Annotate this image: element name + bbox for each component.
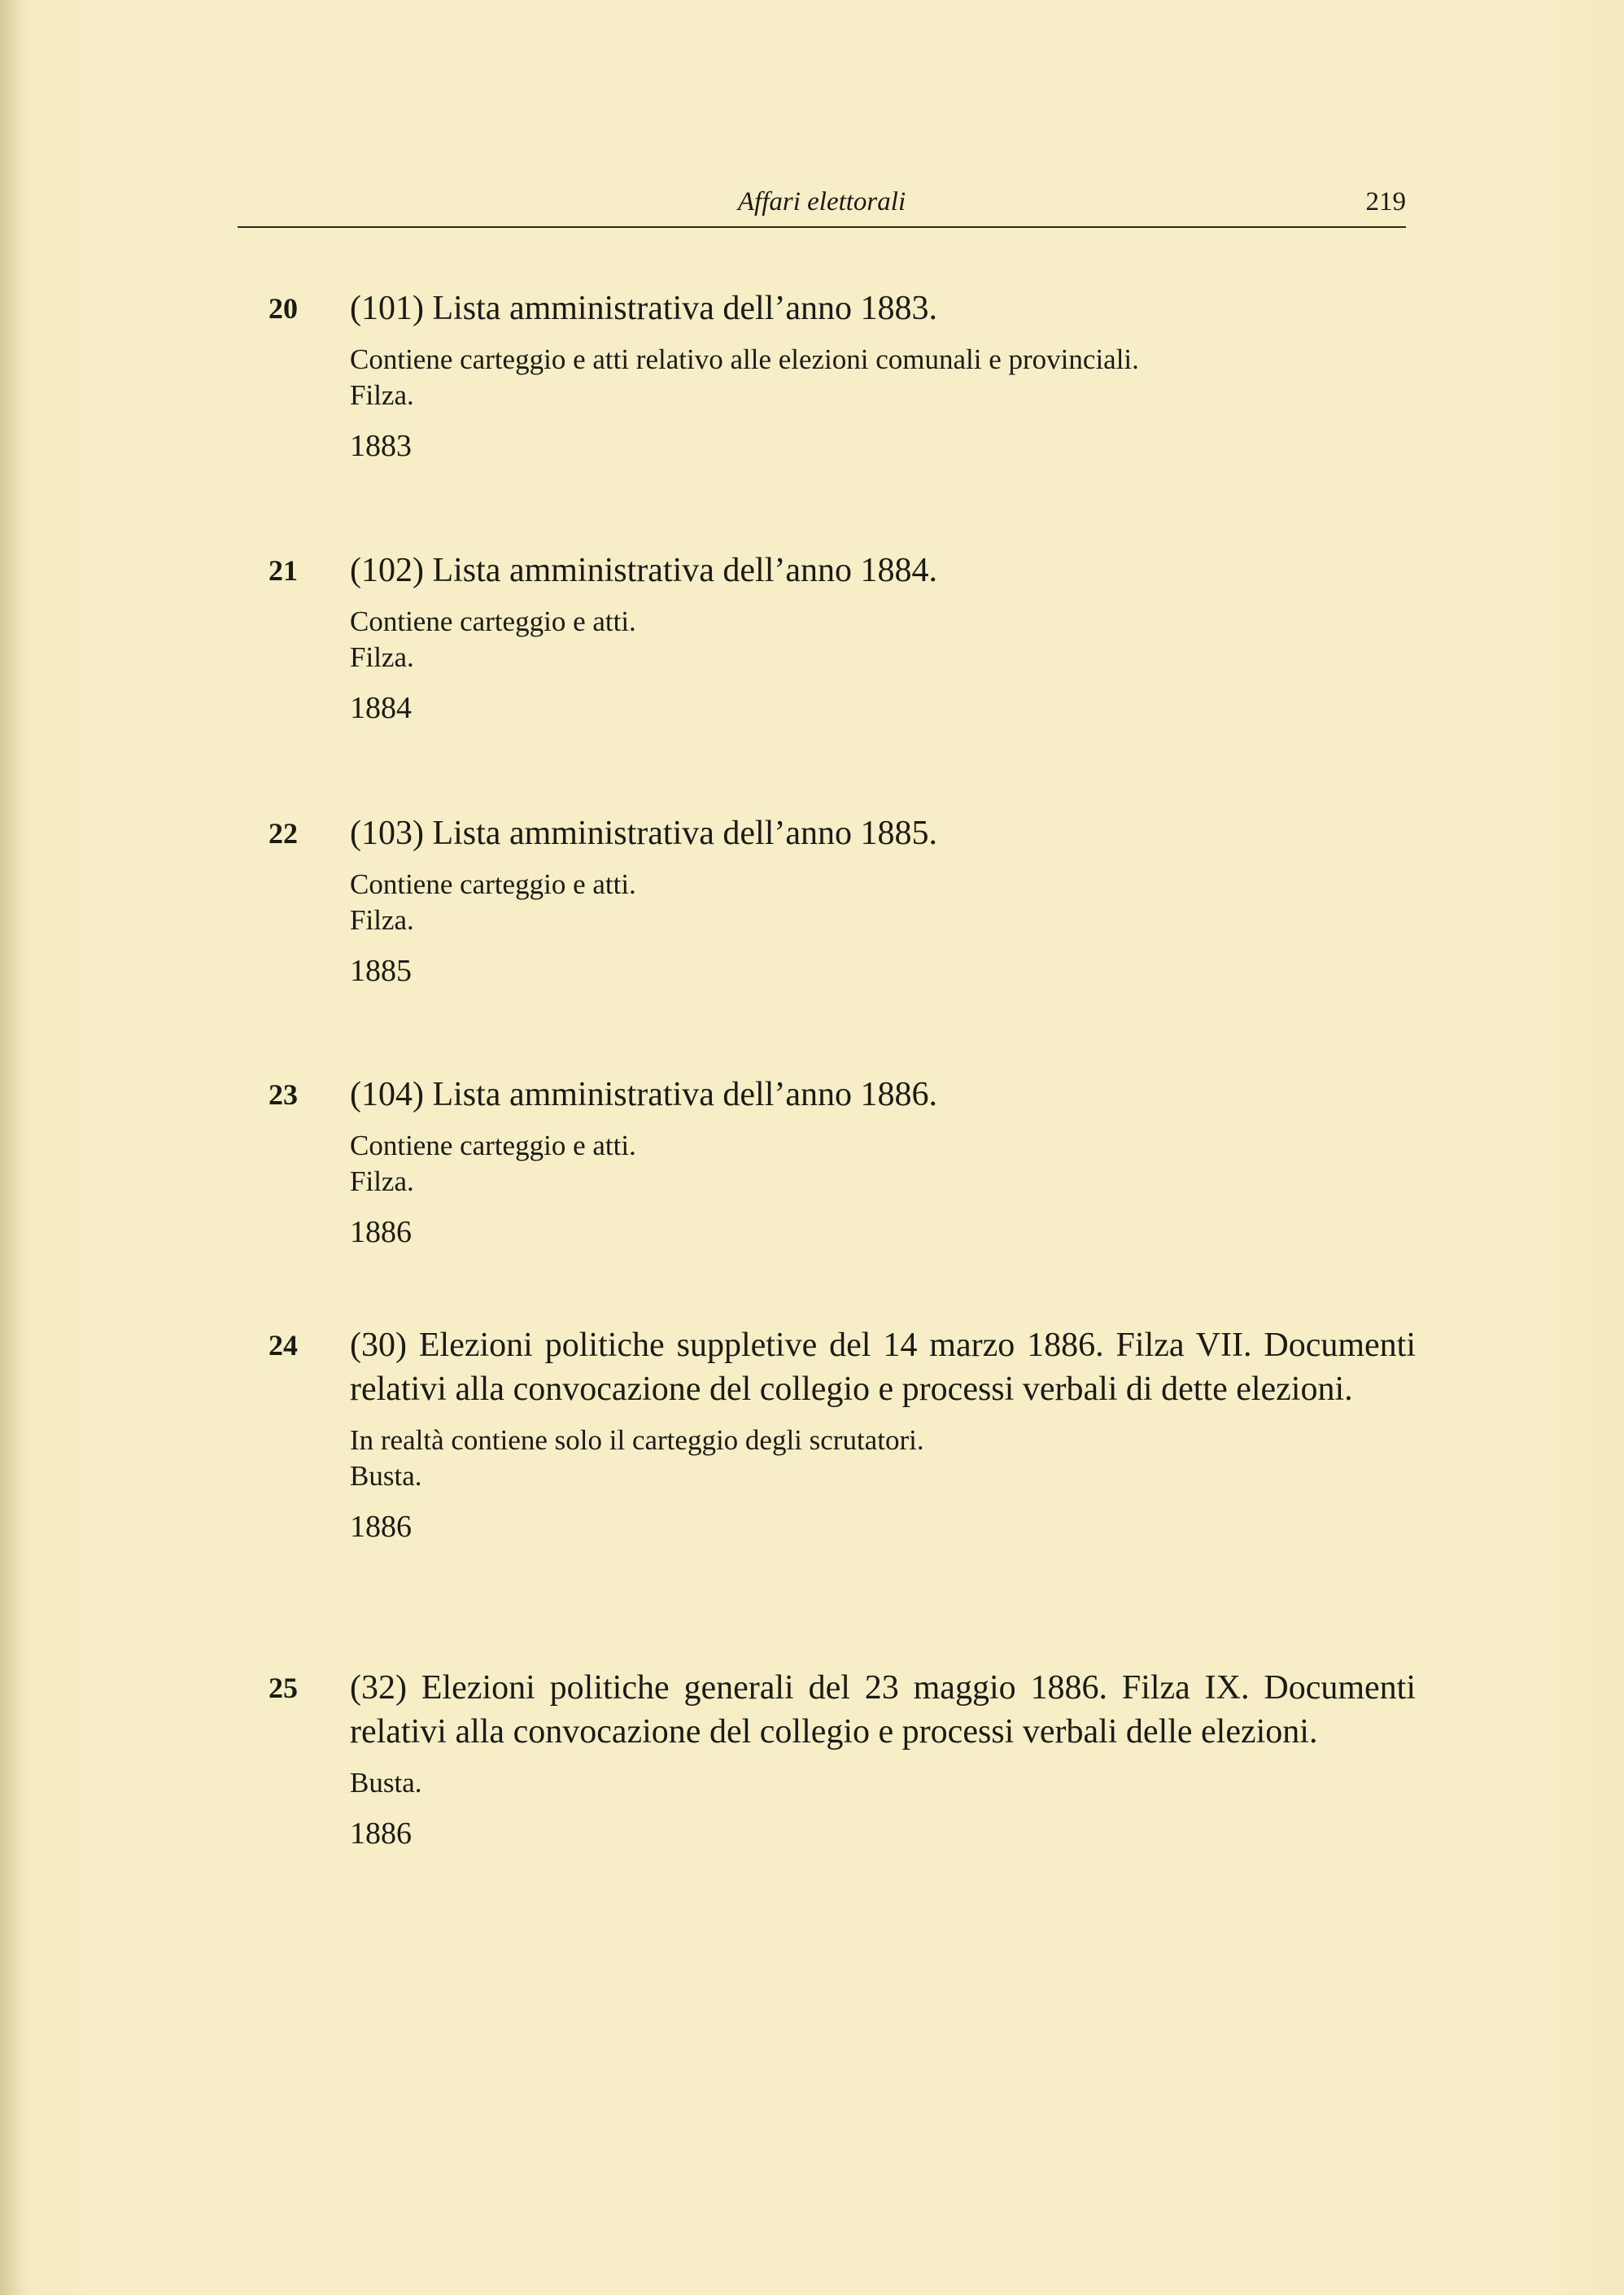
entry-body [350, 1073, 1416, 1250]
entry-body [350, 286, 1416, 464]
entry-container: Busta. [350, 1767, 422, 1799]
entry-date: 1885 [350, 954, 412, 988]
entry-title: (104) Lista amministrativa dell’anno 1886. [350, 1076, 937, 1113]
entry-title: (102) Lista amministrativa dell’anno 1884. [350, 552, 937, 589]
entry-title: (32) Elezioni politiche generali del 23 maggio 1886. Filza IX. Documenti relativi alla convocazione del collegio e processi verbali delle elezioni. [350, 1669, 1416, 1751]
spine-shadow [0, 0, 24, 2295]
entry-body [350, 811, 1416, 989]
entry-body [350, 1323, 1416, 1545]
entry-date: 1886 [350, 1215, 412, 1249]
entry-date: 1883 [350, 429, 412, 463]
entry-content: Contiene carteggio e atti. [350, 605, 636, 637]
entry-24 [268, 1323, 1416, 1545]
entry-23 [268, 1073, 1416, 1250]
entry-container: Filza. [350, 379, 414, 411]
entry-number: 20 [268, 292, 298, 325]
entry-content: In realtà contiene solo il carteggio degli scrutatori. [350, 1424, 924, 1456]
entry-container: Filza. [350, 641, 414, 673]
page-number: 219 [1365, 187, 1406, 216]
entry-number: 23 [268, 1078, 298, 1111]
entry-content: Contiene carteggio e atti. [350, 868, 636, 900]
entry-container: Filza. [350, 1165, 414, 1197]
entry-date: 1886 [350, 1510, 412, 1544]
entry-22 [268, 811, 1416, 989]
entry-title: (30) Elezioni politiche suppletive del 14 marzo 1886. Filza VII. Documenti relativi alla convocazione del collegio e processi verbali di dette elezioni. [350, 1327, 1416, 1408]
entry-date: 1884 [350, 691, 412, 725]
entry-20 [268, 286, 1416, 464]
entry-content: Contiene carteggio e atti relativo alle elezioni comunali e provinciali. [350, 343, 1139, 375]
running-title: Affari elettorali [737, 187, 906, 216]
entry-title: (101) Lista amministrativa dell’anno 1883. [350, 290, 937, 327]
entry-title: (103) Lista amministrativa dell’anno 1885. [350, 815, 937, 852]
running-head [238, 181, 1406, 226]
entry-container: Busta. [350, 1460, 422, 1492]
entry-body [350, 549, 1416, 726]
entry-21 [268, 549, 1416, 726]
entry-number: 22 [268, 817, 298, 850]
entry-25 [268, 1666, 1416, 1851]
entry-body [350, 1666, 1416, 1851]
entry-number: 21 [268, 554, 298, 587]
entry-date: 1886 [350, 1816, 412, 1851]
entry-number: 25 [268, 1672, 298, 1704]
entry-number: 24 [268, 1329, 298, 1362]
entry-content: Contiene carteggio e atti. [350, 1130, 636, 1161]
entry-container: Filza. [350, 904, 414, 936]
header-rule [238, 226, 1406, 228]
